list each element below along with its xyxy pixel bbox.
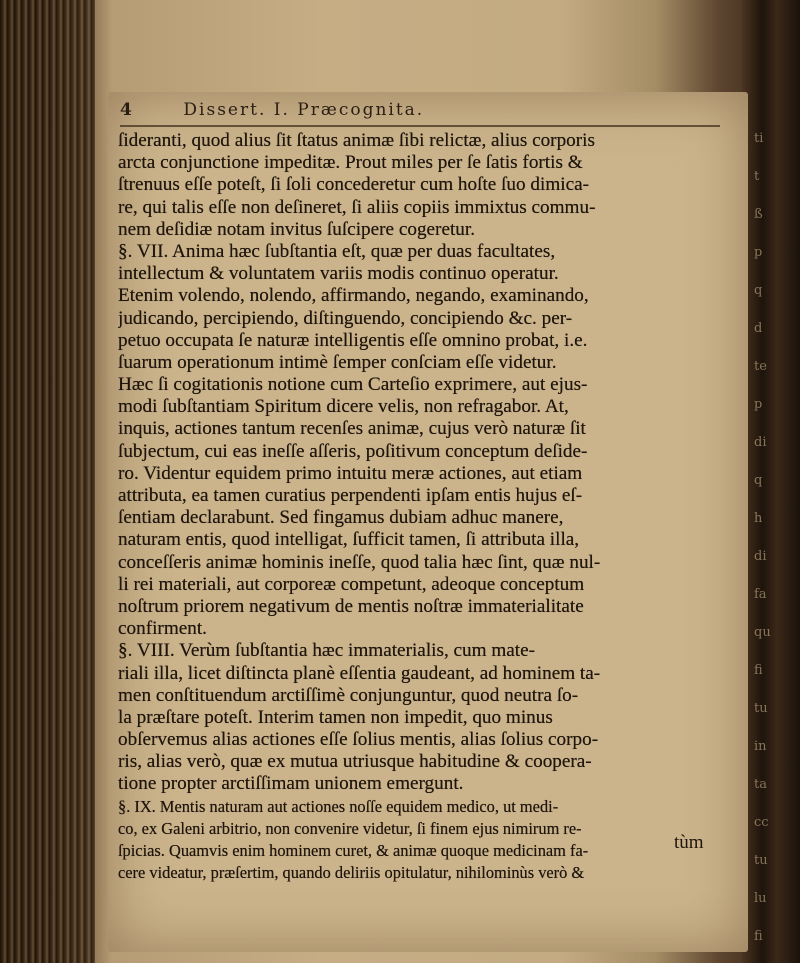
running-head (120, 100, 620, 120)
running-title: Dissert. I. Præcognita. (183, 100, 425, 120)
facing-page-letters: qu (754, 625, 771, 640)
facing-page-letters: p (754, 397, 763, 412)
text-line: ſubjectum, cui eas ineſſe aſſeris, poſitivum conceptum deſide- (118, 440, 588, 462)
facing-page-letters: p (754, 245, 763, 260)
text-line: confirment. (118, 618, 207, 640)
page-number: 4 (120, 100, 134, 120)
facing-page-letters: tu (754, 853, 768, 868)
text-line: ſentiam declarabunt. Sed fingamus dubiam adhuc manere, (118, 507, 564, 529)
facing-page-letters: tu (754, 701, 768, 716)
text-line: ſideranti, quod alius ſit ſtatus animæ ſibi relictæ, alius corporis (118, 130, 595, 151)
facing-page-letters: fi (754, 663, 763, 678)
text-line: conceſſeris animæ hominis ineſſe, quod talia hæc ſint, quæ nul- (118, 551, 601, 573)
facing-page-letters: ta (754, 777, 767, 792)
text-line: §. IX. Mentis naturam aut actiones noſſe equidem medico, ut medi- (118, 796, 559, 816)
facing-page-letters: fa (754, 587, 767, 602)
text-line: ris, alias verò, quæ ex mutua utriusque habitudine & coopera- (118, 751, 592, 773)
text-line: li rei materiali, aut corporeæ competunt, adeoque conceptum (118, 573, 585, 595)
text-line: co, ex Galeni arbitrio, non convenire videtur, ſi finem ejus nimirum re- (118, 818, 582, 838)
text-line: §. VIII. Verùm ſubſtantia hæc immaterialis, cum mate- (118, 640, 536, 662)
text-line: re, qui talis eſſe non deſineret, ſi aliis copiis immixtus commu- (118, 196, 596, 218)
text-line: Etenim volendo, nolendo, affirmando, negando, examinando, (118, 285, 589, 307)
facing-page-letters: di (754, 549, 767, 564)
facing-page-letters: cc (754, 815, 769, 830)
book-page (108, 92, 748, 952)
header-rule (120, 125, 720, 127)
text-line: Hæc ſi cogitationis notione cum Carteſio exprimere, aut ejus- (118, 374, 588, 396)
facing-page-letters: q (754, 283, 763, 298)
facing-page-letters: in (754, 739, 767, 754)
facing-page-letters: fi (754, 929, 763, 944)
text-line: riali illa, licet diſtincta planè eſſentia gaudeant, ad hominem ta- (118, 662, 601, 684)
facing-page-fragment (754, 120, 800, 944)
facing-page-letters: lu (754, 891, 767, 906)
text-line: ſuarum operationum intimè ſemper conſciam eſſe videtur. (118, 351, 557, 373)
text-line: ſtrenuus eſſe poteſt, ſi ſoli concederetur cum hoſte ſuo dimica- (118, 174, 590, 196)
left-page-edges (0, 0, 95, 963)
text-line: noſtrum priorem negativum de mentis noſtræ immaterialitate (118, 595, 584, 617)
catchword: tùm (674, 832, 704, 853)
facing-page-letters: ß (754, 207, 763, 222)
facing-page-letters: h (754, 511, 763, 526)
facing-page-letters: te (754, 359, 767, 374)
facing-page-letters: t (754, 169, 760, 184)
text-line: attributa, ea tamen curatius perpendenti ipſam entis hujus eſ- (118, 485, 583, 506)
text-line: obſervemus alias actiones eſſe ſolius mentis, alias ſolius corpo- (118, 729, 599, 751)
facing-page-letters: q (754, 473, 763, 488)
text-line: judicando, percipiendo, diſtinguendo, concipiendo &c. per- (118, 307, 573, 329)
text-line: ſpicias. Quamvis enim hominem curet, & animæ quoque medicinam fa- (118, 841, 589, 860)
text-line: intellectum & voluntatem variis modis continuo operatur. (118, 263, 559, 285)
text-line: arcta conjunctione impeditæ. Prout miles per ſe ſatis fortis & (118, 152, 583, 174)
page-body-text (118, 130, 733, 884)
text-line: cere videatur, præſertim, quando deliriis opitulatur, nihilominùs verò & (118, 863, 585, 883)
text-line: ro. Videntur equidem primo intuitu meræ actiones, aut etiam (118, 462, 583, 484)
facing-page-letters: di (754, 435, 767, 450)
text-line: §. VII. Anima hæc ſubſtantia eſt, quæ per duas facultates, (118, 240, 556, 262)
facing-page-letters: ti (754, 131, 764, 146)
text-line: la præſtare poteſt. Interim tamen non impedit, quo minus (118, 706, 553, 728)
text-line: nem deſidiæ notam invitus ſuſcipere cogeretur. (118, 218, 476, 240)
text-line: modi ſubſtantiam Spiritum dicere velis, non refragabor. At, (118, 396, 569, 418)
text-line: petuo occupata ſe naturæ intelligentis eſſe omnino probat, i.e. (118, 329, 588, 351)
text-line: tione propter arctiſſimam unionem emergunt. (118, 773, 464, 795)
text-line: naturam entis, quod intelligat, ſufficit tamen, ſi attributa illa, (118, 529, 580, 551)
facing-page-letters: d (754, 321, 763, 336)
text-line: men conſtituendum arctiſſimè conjunguntur, quod neutra ſo- (118, 684, 579, 706)
text-line: inquis, actiones tantum recenſes animæ, cujus verò naturæ ſit (118, 418, 586, 440)
